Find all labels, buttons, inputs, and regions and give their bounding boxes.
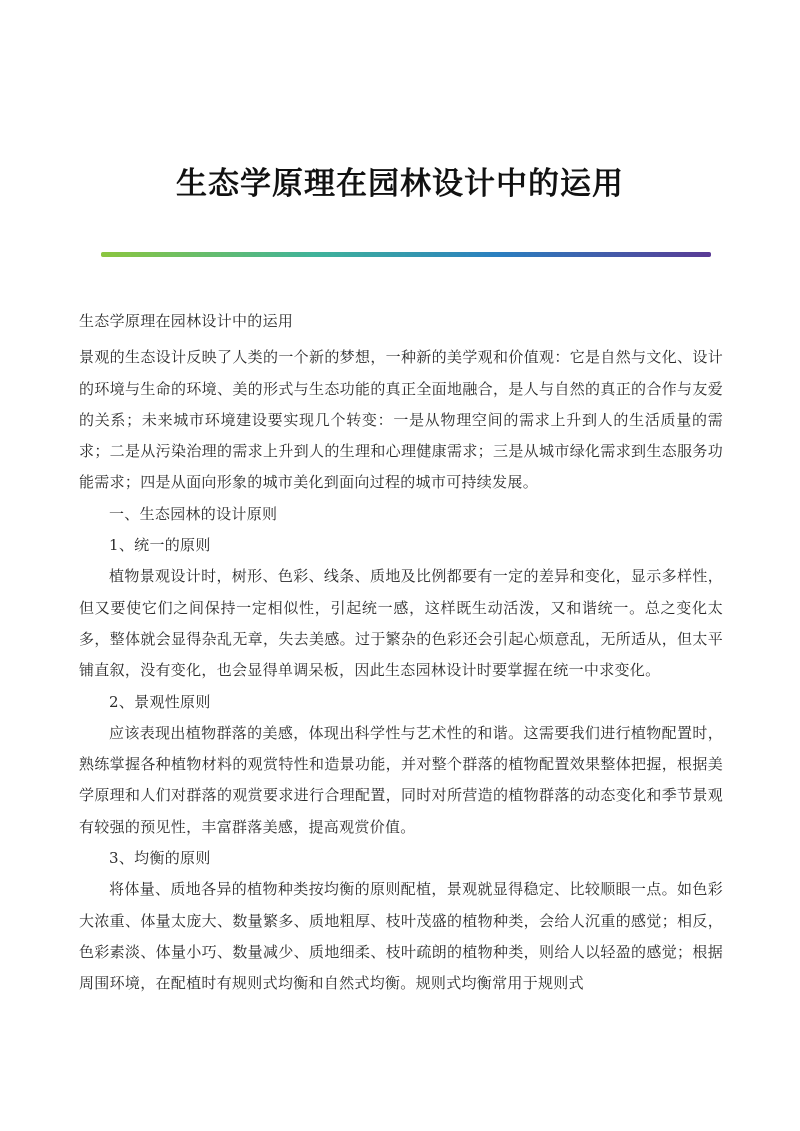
subheading-landscape: 2、景观性原则 xyxy=(109,692,211,711)
paragraph-balance: 将体量、质地各异的植物种类按均衡的原则配植，景观就显得稳定、比较顺眼一点。如色彩大浓重、体量太庞大、数量繁多、质地粗厚、枝叶茂盛的植物种类，会给人沉重的感觉；相反，色彩素淡、体量小巧、数量减少、质地细柔、枝叶疏朗的植物种类，则给人以轻盈的感觉；根据周围环境，在配植时有规则式均衡和自然式均衡。规则式均衡常用于规则式 xyxy=(79,880,723,993)
subheading-unity: 1、统一的原则 xyxy=(109,536,211,555)
paragraph-landscape: 应该表现出植物群落的美感，体现出科学性与艺术性的和谐。这需要我们进行植物配置时，熟练掌握各种植物材料的观赏特性和造景功能，并对整个群落的植物配置效果整体把握，根据美学原理和人们对群落的观赏要求进行合理配置，同时对所营造的植物群落的动态变化和季节景观有较强的预见性，丰富群落美感，提高观赏价值。 xyxy=(79,723,723,836)
title-gradient-divider xyxy=(101,252,711,257)
document-title: 生态学原理在园林设计中的运用 xyxy=(176,166,624,202)
section-heading-principles: 一、生态园林的设计原则 xyxy=(109,504,278,523)
subheading-balance: 3、均衡的原则 xyxy=(109,849,211,868)
document-subtitle: 生态学原理在园林设计中的运用 xyxy=(79,312,294,330)
document-body xyxy=(79,306,723,1000)
paragraph-unity: 植物景观设计时，树形、色彩、线条、质地及比例都要有一定的差异和变化，显示多样性，但又要使它们之间保持一定相似性，引起统一感，这样既生动活泼，又和谐统一。总之变化太多，整体就会显得杂乱无章，失去美感。过于繁杂的色彩还会引起心烦意乱，无所适从，但太平铺直叙，没有变化，也会显得单调呆板，因此生态园林设计时要掌握在统一中求变化。 xyxy=(79,567,723,680)
intro-paragraph: 景观的生态设计反映了人类的一个新的梦想，一种新的美学观和价值观：它是自然与文化、设计的环境与生命的环境、美的形式与生态功能的真正全面地融合，是人与自然的真正的合作与友爱的关系；未来城市环境建设要实现几个转变：一是从物理空间的需求上升到人的生活质量的需求；二是从污染治理的需求上升到人的生理和心理健康需求；三是从城市绿化需求到生态服务功能需求；四是从面向形象的城市美化到面向过程的城市可持续发展。 xyxy=(79,348,723,492)
